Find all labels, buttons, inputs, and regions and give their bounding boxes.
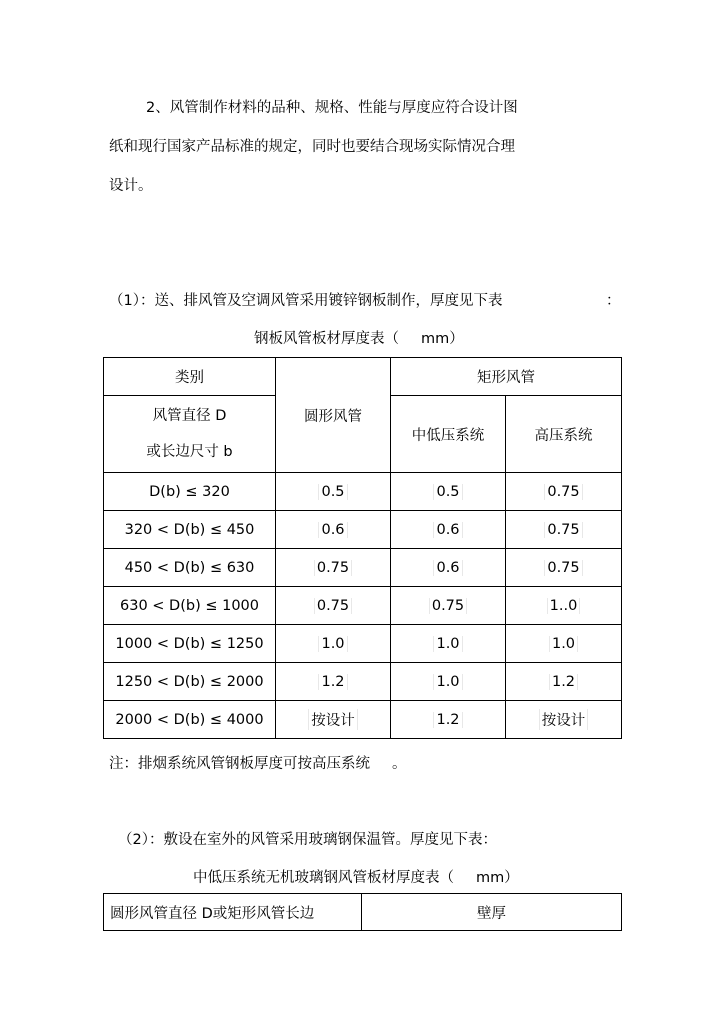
row-round: 0.6 — [276, 511, 391, 549]
table2-title — [193, 866, 519, 887]
row-high: 1..0 — [506, 587, 622, 625]
intro-line-3: 设计。 — [109, 178, 153, 194]
table-row — [104, 701, 622, 739]
row-high: 1.0 — [506, 625, 622, 663]
row-high: 0.75 — [506, 511, 622, 549]
table2-title-text: 中低压系统无机玻璃钢风管板材厚度表（ — [193, 870, 454, 886]
table-row — [104, 663, 622, 701]
frp-thickness-table — [103, 893, 622, 931]
header-size — [104, 396, 276, 473]
row-size: 1250 < D(b) ≤ 2000 — [104, 663, 276, 701]
table1-note — [109, 752, 407, 773]
table1-note-text: 注：排烟系统风管钢板厚度可按高压系统 — [109, 756, 370, 772]
header-size-line2: 或长边尺寸 b — [146, 444, 233, 460]
table1-title-unit: mm） — [421, 331, 464, 347]
row-size: 2000 < D(b) ≤ 4000 — [104, 701, 276, 739]
table-row — [104, 625, 622, 663]
intro-line-2: 纸和现行国家产品标准的规定，同时也要结合现场实际情况合理 — [109, 139, 515, 155]
row-size: 320 < D(b) ≤ 450 — [104, 511, 276, 549]
table1-title — [254, 327, 464, 348]
row-low-mid: 0.75 — [391, 587, 506, 625]
table2-title-unit: mm） — [476, 870, 519, 886]
row-round: 0.5 — [276, 473, 391, 511]
row-low-mid: 1.2 — [391, 701, 506, 739]
header-round-duct: 圆形风管 — [276, 358, 391, 473]
table1-note-end: 。 — [392, 756, 407, 772]
row-size: 1000 < D(b) ≤ 1250 — [104, 625, 276, 663]
header-category: 类别 — [104, 358, 276, 396]
header-low-mid-system: 中低压系统 — [391, 396, 506, 473]
row-size: D(b) ≤ 320 — [104, 473, 276, 511]
row-round: 按设计 — [276, 701, 391, 739]
table2-header-row — [104, 894, 622, 931]
row-low-mid: 1.0 — [391, 663, 506, 701]
table-row — [104, 549, 622, 587]
header-rect-duct: 矩形风管 — [391, 358, 622, 396]
row-size: 450 < D(b) ≤ 630 — [104, 549, 276, 587]
row-low-mid: 0.6 — [391, 549, 506, 587]
table1-title-text: 钢板风管板材厚度表（ — [254, 331, 399, 347]
header-wall-thickness: 壁厚 — [362, 894, 622, 931]
steel-thickness-table — [103, 357, 622, 739]
header-duct-size: 圆形风管直径 D或矩形风管长边 — [104, 894, 362, 931]
table1-header-row — [104, 358, 622, 396]
row-high: 1.2 — [506, 663, 622, 701]
row-low-mid: 0.6 — [391, 511, 506, 549]
intro-line-1: 2、风管制作材料的品种、规格、性能与厚度应符合设计图 — [146, 100, 518, 116]
row-high: 0.75 — [506, 473, 622, 511]
header-size-line1: 风管直径 D — [152, 408, 227, 424]
row-high: 按设计 — [506, 701, 622, 739]
table-row — [104, 473, 622, 511]
row-high: 0.75 — [506, 549, 622, 587]
row-low-mid: 0.5 — [391, 473, 506, 511]
row-low-mid: 1.0 — [391, 625, 506, 663]
section2-heading: （2）：敷设在室外的风管采用玻璃钢保温管。厚度见下表： — [118, 832, 497, 848]
row-round: 0.75 — [276, 549, 391, 587]
table-row — [104, 511, 622, 549]
row-size: 630 < D(b) ≤ 1000 — [104, 587, 276, 625]
row-round: 1.0 — [276, 625, 391, 663]
row-round: 1.2 — [276, 663, 391, 701]
table-row — [104, 587, 622, 625]
section1-heading: （1）：送、排风管及空调风管采用镀锌钢板制作，厚度见下表 — [109, 293, 503, 309]
section1-heading-colon: ： — [606, 293, 621, 309]
row-round: 0.75 — [276, 587, 391, 625]
header-high-system: 高压系统 — [506, 396, 622, 473]
